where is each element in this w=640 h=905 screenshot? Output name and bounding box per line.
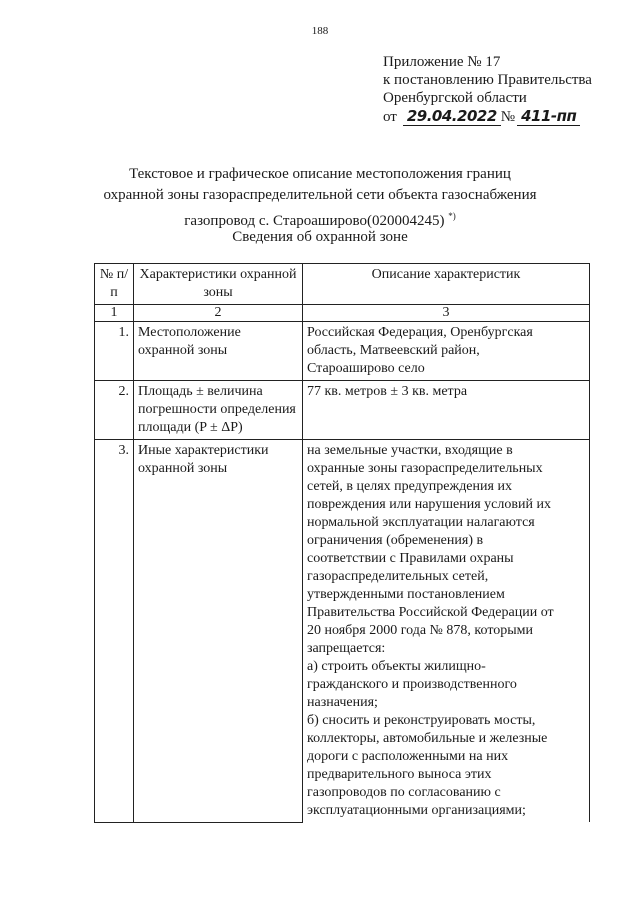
description-line: охранные зоны газораспределительных <box>307 461 543 476</box>
header-number: № п/п <box>95 264 134 305</box>
handwritten-number: 411-пп <box>517 107 580 126</box>
row-description <box>303 381 590 440</box>
description-line: Правительства Российской Федерации от <box>307 605 554 620</box>
description-line: Российская Федерация, Оренбургская <box>307 325 533 340</box>
row-description <box>303 322 590 381</box>
description-line: повреждения или нарушения условий их <box>307 497 551 512</box>
row-characteristic: Местоположение охранной зоны <box>134 322 303 381</box>
column-number: 2 <box>134 305 303 322</box>
appendix-block <box>383 53 592 126</box>
table-row <box>95 322 590 381</box>
column-number: 3 <box>303 305 590 322</box>
number-prefix: № <box>500 109 516 125</box>
column-number: 1 <box>95 305 134 322</box>
appendix-line: к постановлению Правительства <box>383 72 592 88</box>
description-line: 77 кв. метров ± 3 кв. метра <box>307 384 468 399</box>
description-line: нормальной эксплуатации налагаются <box>307 515 535 530</box>
appendix-line: Приложение № 17 <box>383 54 501 70</box>
row-description <box>303 440 590 823</box>
document-title <box>0 164 640 232</box>
description-line: коллекторы, автомобильные и железные <box>307 731 548 746</box>
description-line: а) строить объекты жилищно- <box>307 659 486 674</box>
row-number: 1. <box>95 322 134 381</box>
description-line: газопроводов по согласованию с <box>307 785 501 800</box>
header-characteristic: Характеристики охранной зоны <box>134 264 303 305</box>
description-line: сетей, в целях предупреждения их <box>307 479 512 494</box>
description-line: эксплуатационными организациями; <box>307 803 526 818</box>
table-row <box>95 440 590 823</box>
description-line: область, Матвеевский район, <box>307 343 480 358</box>
date-prefix: от <box>383 109 397 125</box>
description-line: предварительного выноса этих <box>307 767 492 782</box>
description-line: на земельные участки, входящие в <box>307 443 513 458</box>
table-row <box>95 381 590 440</box>
description-line: дороги с расположенными на них <box>307 749 509 764</box>
description-line: б) сносить и реконструировать мосты, <box>307 713 536 728</box>
row-number: 3. <box>95 440 134 823</box>
description-line: газораспределительных сетей, <box>307 569 489 584</box>
row-characteristic: Иные характеристики охранной зоны <box>134 440 303 823</box>
description-line: назначения; <box>307 695 378 710</box>
description-line: гражданского и производственного <box>307 677 517 692</box>
row-number: 2. <box>95 381 134 440</box>
description-line: Староаширово село <box>307 361 425 376</box>
title-line: Текстовое и графическое описание местоположения границ <box>129 166 511 182</box>
section-title: Сведения об охранной зоне <box>232 229 408 245</box>
description-line: запрещается: <box>307 641 386 656</box>
handwritten-date: 29.04.2022 <box>403 107 501 126</box>
appendix-date-line <box>383 107 592 126</box>
zone-info-table <box>94 263 590 823</box>
title-line-text: газопровод с. Староаширово(020004245) <box>184 213 445 229</box>
table-header-row <box>95 264 590 305</box>
title-line: охранной зоны газораспределительной сети объекта газоснабжения <box>103 187 537 203</box>
header-description: Описание характеристик <box>303 264 590 305</box>
row-characteristic: Площадь ± величина погрешности определения площади (P ± ΔP) <box>134 381 303 440</box>
footnote-mark: *) <box>448 211 456 221</box>
description-line: соответствии с Правилами охраны <box>307 551 514 566</box>
description-line: ограничения (обременения) в <box>307 533 484 548</box>
description-line: утвержденными постановлением <box>307 587 505 602</box>
table-column-numbers-row <box>95 305 590 322</box>
appendix-line: Оренбургской области <box>383 90 527 106</box>
description-line: 20 ноября 2000 года № 878, которыми <box>307 623 534 638</box>
page-number: 188 <box>311 25 329 37</box>
